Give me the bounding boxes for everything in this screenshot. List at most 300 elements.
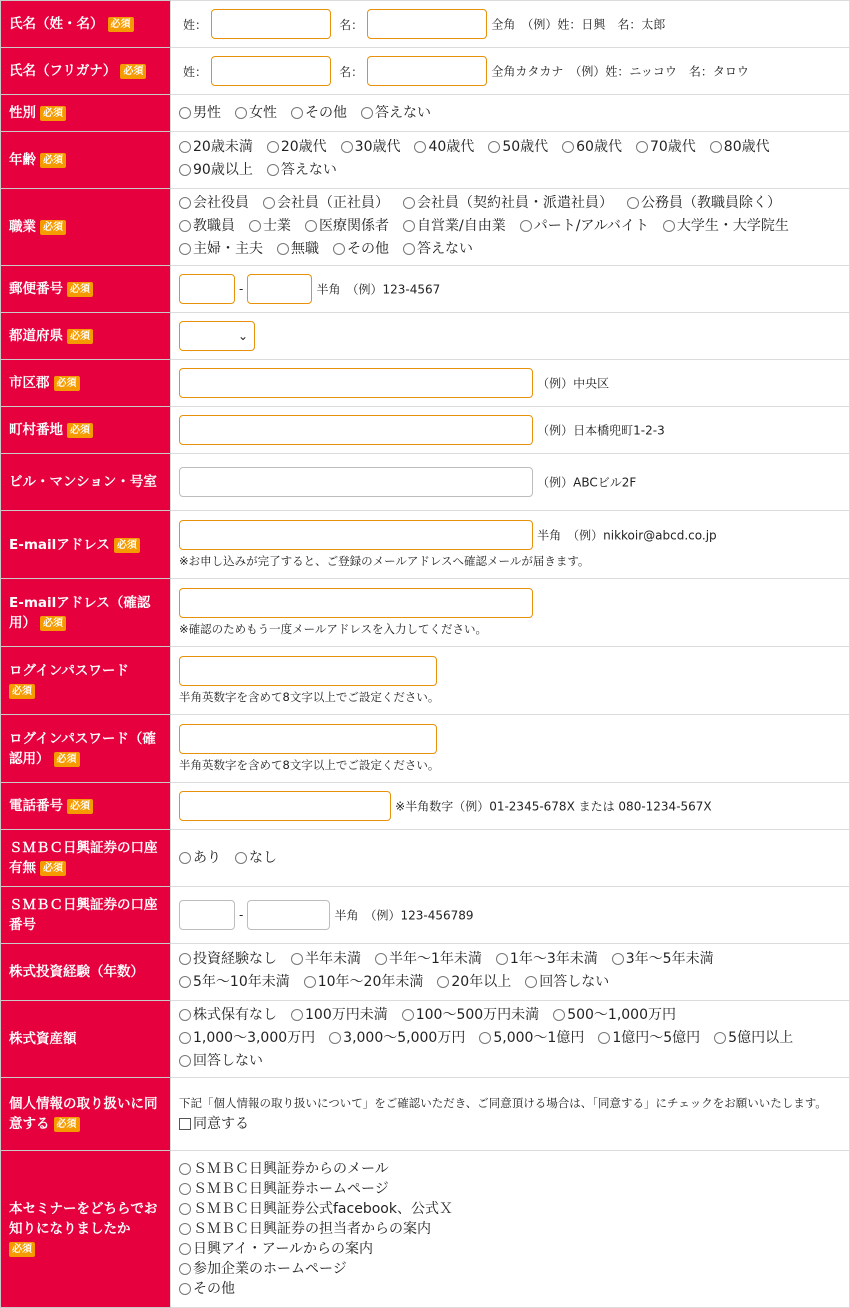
radio-option[interactable] bbox=[403, 216, 506, 236]
radio-option[interactable] bbox=[553, 1005, 676, 1025]
option-label: 答えない bbox=[375, 105, 431, 121]
radio-circle-icon bbox=[341, 141, 353, 153]
label-text: 年齢 bbox=[9, 152, 36, 168]
radio-circle-icon bbox=[329, 1032, 341, 1044]
option-label: 答えない bbox=[417, 240, 473, 257]
radio-circle-icon bbox=[179, 220, 191, 232]
radio-option[interactable] bbox=[636, 137, 696, 157]
account-branch-input[interactable] bbox=[179, 900, 235, 930]
option-label: 答えない bbox=[280, 162, 337, 178]
radio-option[interactable] bbox=[179, 848, 221, 868]
option-label: 5億円以上 bbox=[728, 1029, 794, 1046]
radio-option[interactable] bbox=[179, 1259, 841, 1279]
option-label: 会社員（正社員） bbox=[277, 194, 389, 211]
radio-circle-icon bbox=[488, 141, 500, 153]
required-badge: 必須 bbox=[9, 684, 35, 699]
radio-circle-icon bbox=[267, 141, 279, 153]
radio-option[interactable] bbox=[179, 137, 253, 157]
radio-circle-icon bbox=[598, 1032, 610, 1044]
row-value bbox=[171, 407, 850, 454]
option-label: ＳＭＢＣ日興証券ホームページ bbox=[193, 1181, 389, 1197]
help-text: 半角英数字を含めて8文字以上でご設定ください。 bbox=[179, 690, 440, 704]
radio-circle-icon bbox=[403, 197, 415, 209]
option-label: 20歳未満 bbox=[193, 139, 253, 155]
option-label: 参加企業のホームページ bbox=[193, 1261, 347, 1277]
last-name-kana-input[interactable] bbox=[211, 56, 331, 86]
radio-circle-icon bbox=[479, 1032, 491, 1044]
radio-option[interactable] bbox=[479, 1028, 584, 1048]
radio-option[interactable] bbox=[525, 972, 609, 992]
radio-option[interactable] bbox=[179, 160, 253, 180]
help-text: ※確認のためもう一度メールアドレスを入力してください。 bbox=[179, 622, 488, 636]
option-label: 回答しない bbox=[539, 974, 610, 990]
row-label bbox=[1, 407, 171, 454]
row-label bbox=[1, 715, 171, 783]
row-label bbox=[1, 95, 171, 132]
label-text: ビル・マンション・号室 bbox=[9, 474, 157, 490]
row-email bbox=[1, 511, 850, 579]
option-label: 3年～5年未満 bbox=[625, 951, 714, 967]
radio-option[interactable] bbox=[179, 949, 277, 969]
label-text: 電話番号 bbox=[9, 798, 63, 814]
radio-circle-icon bbox=[179, 1263, 191, 1275]
row-account-number bbox=[1, 887, 850, 944]
option-label: 無職 bbox=[291, 240, 319, 257]
address-input[interactable] bbox=[179, 415, 533, 445]
option-label: 男性 bbox=[193, 105, 221, 121]
prefecture-select[interactable] bbox=[179, 321, 255, 351]
option-label: その他 bbox=[305, 105, 347, 121]
account-number-input[interactable] bbox=[247, 900, 330, 930]
radio-option[interactable] bbox=[562, 137, 622, 157]
city-input[interactable] bbox=[179, 368, 533, 398]
required-badge: 必須 bbox=[40, 106, 66, 121]
row-town bbox=[1, 407, 850, 454]
radio-option[interactable] bbox=[179, 239, 263, 259]
radio-circle-icon bbox=[179, 243, 191, 255]
option-label: パート/アルバイト bbox=[533, 217, 649, 234]
option-label: 1年～3年未満 bbox=[509, 951, 598, 967]
radio-option[interactable] bbox=[179, 1199, 841, 1219]
option-label: 30歳代 bbox=[354, 139, 401, 155]
option-label: 士業 bbox=[263, 217, 291, 234]
hint-text: （例）日本橋兜町1-2-3 bbox=[537, 423, 665, 438]
option-label: 自営業/自由業 bbox=[417, 217, 506, 234]
row-value bbox=[171, 944, 850, 1001]
radio-circle-icon bbox=[333, 243, 345, 255]
label-text: 都道府県 bbox=[9, 328, 63, 344]
row-value bbox=[171, 132, 850, 189]
row-label bbox=[1, 830, 171, 887]
radio-option[interactable] bbox=[341, 137, 401, 157]
label-text: 市区郡 bbox=[9, 375, 50, 391]
radio-circle-icon bbox=[179, 141, 191, 153]
checkbox-icon bbox=[179, 1118, 191, 1130]
option-label: ＳＭＢＣ日興証券からのメール bbox=[193, 1161, 389, 1177]
row-label bbox=[1, 313, 171, 360]
radio-option[interactable] bbox=[414, 137, 474, 157]
zip-first-input[interactable] bbox=[179, 274, 235, 304]
radio-circle-icon bbox=[562, 141, 574, 153]
password-input[interactable] bbox=[179, 656, 437, 686]
radio-circle-icon bbox=[627, 197, 639, 209]
radio-option[interactable] bbox=[263, 193, 389, 213]
label-text: E-mailアドレス（確認用） bbox=[9, 594, 151, 631]
radio-circle-icon bbox=[179, 197, 191, 209]
radio-option[interactable] bbox=[437, 972, 511, 992]
radio-option[interactable] bbox=[179, 1159, 841, 1179]
required-badge: 必須 bbox=[67, 799, 93, 814]
radio-circle-icon bbox=[249, 220, 261, 232]
radio-option[interactable] bbox=[403, 193, 613, 213]
option-label: 80歳代 bbox=[723, 139, 770, 155]
radio-option[interactable] bbox=[291, 1005, 388, 1025]
hint-text: 全角 （例）姓：日興 名：太郎 bbox=[491, 17, 666, 32]
mei-label: 名： bbox=[339, 17, 364, 32]
radio-option[interactable] bbox=[179, 1179, 841, 1199]
radio-circle-icon bbox=[414, 141, 426, 153]
hint-text: 半角 （例）123-4567 bbox=[316, 282, 441, 297]
row-pref bbox=[1, 313, 850, 360]
row-label bbox=[1, 511, 171, 579]
label-text: 氏名（姓・名） bbox=[9, 16, 104, 32]
label-text: 町村番地 bbox=[9, 422, 63, 438]
row-value bbox=[171, 783, 850, 830]
row-value bbox=[171, 715, 850, 783]
option-label: 20年以上 bbox=[451, 974, 512, 990]
option-label: 70歳代 bbox=[649, 139, 696, 155]
help-text: ※お申し込みが完了すると、ご登録のメールアドレスへ確認メールが届きます。 bbox=[179, 554, 590, 568]
option-label: 3,000～5,000万円 bbox=[343, 1029, 466, 1046]
radio-option[interactable] bbox=[329, 1028, 465, 1048]
required-badge: 必須 bbox=[54, 376, 80, 391]
email-confirm-input[interactable] bbox=[179, 588, 533, 618]
row-value bbox=[171, 887, 850, 944]
required-badge: 必須 bbox=[9, 1242, 35, 1257]
required-badge: 必須 bbox=[40, 861, 66, 876]
radio-circle-icon bbox=[179, 1183, 191, 1195]
radio-option[interactable] bbox=[179, 1028, 315, 1048]
hint-text: 半角 （例）123-456789 bbox=[334, 908, 474, 923]
phone-input[interactable] bbox=[179, 791, 391, 821]
option-label: 50歳代 bbox=[502, 139, 549, 155]
radio-circle-icon bbox=[305, 220, 317, 232]
radio-option[interactable] bbox=[375, 949, 482, 969]
radio-option[interactable] bbox=[179, 972, 290, 992]
row-value bbox=[171, 360, 850, 407]
row-label bbox=[1, 647, 171, 715]
radio-circle-icon bbox=[612, 953, 624, 965]
help-text: 半角英数字を含めて8文字以上でご設定ください。 bbox=[179, 758, 440, 772]
required-badge: 必須 bbox=[108, 17, 134, 32]
row-value bbox=[171, 48, 850, 95]
option-label: 40歳代 bbox=[428, 139, 475, 155]
label-text: 本セミナーをどちらでお知りになりましたか bbox=[9, 1201, 158, 1237]
row-label bbox=[1, 132, 171, 189]
radio-option[interactable] bbox=[333, 239, 389, 259]
radio-circle-icon bbox=[291, 107, 303, 119]
row-label bbox=[1, 360, 171, 407]
radio-option[interactable] bbox=[291, 103, 347, 123]
radio-option[interactable] bbox=[277, 239, 319, 259]
label-text: 性別 bbox=[9, 105, 36, 121]
radio-circle-icon bbox=[663, 220, 675, 232]
row-value bbox=[171, 647, 850, 715]
radio-option[interactable] bbox=[403, 239, 473, 259]
sei-label: 姓： bbox=[183, 64, 208, 79]
radio-circle-icon bbox=[291, 1009, 303, 1021]
sei-label: 姓： bbox=[183, 17, 208, 32]
radio-option[interactable] bbox=[663, 216, 789, 236]
first-name-kana-input[interactable] bbox=[367, 56, 487, 86]
row-label bbox=[1, 887, 171, 944]
radio-circle-icon bbox=[179, 164, 191, 176]
radio-circle-icon bbox=[179, 107, 191, 119]
radio-option[interactable] bbox=[267, 137, 327, 157]
radio-circle-icon bbox=[179, 1009, 191, 1021]
radio-circle-icon bbox=[179, 953, 191, 965]
radio-option[interactable] bbox=[304, 972, 424, 992]
row-label bbox=[1, 1151, 171, 1308]
radio-circle-icon bbox=[235, 852, 247, 864]
option-label: 60歳代 bbox=[576, 139, 622, 155]
radio-circle-icon bbox=[179, 1223, 191, 1235]
row-kana bbox=[1, 48, 850, 95]
radio-circle-icon bbox=[496, 953, 508, 965]
label-text: E-mailアドレス bbox=[9, 536, 110, 553]
option-label: 主婦・主夫 bbox=[193, 240, 263, 257]
dash: - bbox=[239, 282, 244, 296]
option-label: その他 bbox=[193, 1281, 235, 1297]
row-account bbox=[1, 830, 850, 887]
radio-option[interactable] bbox=[305, 216, 389, 236]
option-label: 半年未満 bbox=[305, 951, 361, 967]
radio-circle-icon bbox=[525, 976, 537, 988]
radio-option[interactable] bbox=[598, 1028, 700, 1048]
row-label bbox=[1, 1001, 171, 1078]
hint-text: ※半角数字（例）01-2345-678X または 080-1234-567X bbox=[395, 799, 712, 814]
radio-option[interactable] bbox=[179, 216, 235, 236]
row-label bbox=[1, 1, 171, 48]
row-tel bbox=[1, 783, 850, 830]
row-experience bbox=[1, 944, 850, 1001]
row-value bbox=[171, 454, 850, 511]
radio-option[interactable] bbox=[612, 949, 714, 969]
row-value bbox=[171, 266, 850, 313]
radio-circle-icon bbox=[403, 243, 415, 255]
required-badge: 必須 bbox=[67, 423, 93, 438]
radio-circle-icon bbox=[179, 1055, 191, 1067]
hint-text: 全角カタカナ （例）姓：ニッコウ 名：タロウ bbox=[491, 64, 749, 79]
label-text: ＳＭＢＣ日興証券の口座有無 bbox=[9, 840, 158, 876]
option-label: 女性 bbox=[249, 105, 277, 121]
row-zip bbox=[1, 266, 850, 313]
row-source bbox=[1, 1151, 850, 1308]
row-value bbox=[171, 1, 850, 48]
radio-circle-icon bbox=[179, 976, 191, 988]
row-job bbox=[1, 189, 850, 266]
option-label: 100万円未満 bbox=[305, 1006, 388, 1023]
radio-option[interactable] bbox=[361, 103, 431, 123]
label-text: 氏名（フリガナ） bbox=[9, 63, 117, 79]
radio-option[interactable] bbox=[488, 137, 548, 157]
radio-circle-icon bbox=[710, 141, 722, 153]
row-value bbox=[171, 95, 850, 132]
row-label bbox=[1, 1078, 171, 1151]
radio-circle-icon bbox=[267, 164, 279, 176]
first-name-input[interactable] bbox=[367, 9, 487, 39]
radio-option[interactable] bbox=[496, 949, 598, 969]
radio-circle-icon bbox=[179, 1163, 191, 1175]
option-label: 5,000～1億円 bbox=[493, 1029, 585, 1046]
option-label: ＳＭＢＣ日興証券の担当者からの案内 bbox=[193, 1221, 431, 1237]
row-value bbox=[171, 579, 850, 647]
option-label: 回答しない bbox=[193, 1052, 263, 1069]
radio-option[interactable] bbox=[267, 160, 337, 180]
label-text: 株式投資経験（年数） bbox=[9, 964, 144, 980]
radio-option[interactable] bbox=[714, 1028, 793, 1048]
radio-circle-icon bbox=[375, 953, 387, 965]
option-label: 1億円～5億円 bbox=[612, 1029, 701, 1046]
radio-option[interactable] bbox=[179, 103, 221, 123]
label-text: 株式資産額 bbox=[9, 1031, 77, 1047]
option-label: 教職員 bbox=[193, 217, 235, 234]
required-badge: 必須 bbox=[114, 538, 140, 553]
radio-circle-icon bbox=[403, 220, 415, 232]
option-label: 大学生・大学院生 bbox=[676, 217, 789, 234]
option-label: 90歳以上 bbox=[193, 162, 253, 178]
row-password bbox=[1, 647, 850, 715]
row-value bbox=[171, 511, 850, 579]
radio-circle-icon bbox=[361, 107, 373, 119]
radio-option[interactable] bbox=[179, 1219, 841, 1239]
radio-circle-icon bbox=[179, 1283, 191, 1295]
hint-text: 半角 （例）nikkoir@abcd.co.jp bbox=[537, 528, 717, 543]
required-badge: 必須 bbox=[40, 220, 66, 235]
option-label: ＳＭＢＣ日興証券公式facebook、公式Ｘ bbox=[193, 1201, 453, 1217]
row-privacy bbox=[1, 1078, 850, 1151]
radio-circle-icon bbox=[179, 1032, 191, 1044]
last-name-input[interactable] bbox=[211, 9, 331, 39]
row-gender bbox=[1, 95, 850, 132]
radio-option[interactable] bbox=[179, 1051, 263, 1071]
option-label: その他 bbox=[347, 240, 389, 257]
row-label bbox=[1, 454, 171, 511]
option-label: 公務員（教職員除く） bbox=[641, 194, 781, 211]
radio-option[interactable] bbox=[179, 1279, 841, 1299]
radio-option[interactable] bbox=[402, 1005, 539, 1025]
agree-checkbox[interactable] bbox=[179, 1114, 249, 1134]
radio-option[interactable] bbox=[179, 1239, 841, 1259]
password-confirm-input[interactable] bbox=[179, 724, 437, 754]
option-label: 株式保有なし bbox=[193, 1006, 277, 1023]
radio-circle-icon bbox=[402, 1009, 414, 1021]
option-label: 投資経験なし bbox=[193, 951, 277, 967]
row-label bbox=[1, 266, 171, 313]
radio-option[interactable] bbox=[235, 103, 277, 123]
option-label: 会社員（契約社員・派遣社員） bbox=[417, 194, 613, 211]
row-value bbox=[171, 313, 850, 360]
row-email-confirm bbox=[1, 579, 850, 647]
radio-circle-icon bbox=[553, 1009, 565, 1021]
radio-option[interactable] bbox=[627, 193, 781, 213]
row-label bbox=[1, 944, 171, 1001]
radio-option[interactable] bbox=[249, 216, 291, 236]
row-label bbox=[1, 579, 171, 647]
option-label: 500～1,000万円 bbox=[567, 1006, 676, 1023]
radio-circle-icon bbox=[235, 107, 247, 119]
radio-circle-icon bbox=[520, 220, 532, 232]
radio-option[interactable] bbox=[179, 193, 249, 213]
radio-circle-icon bbox=[291, 953, 303, 965]
building-input[interactable] bbox=[179, 467, 533, 497]
radio-circle-icon bbox=[179, 1243, 191, 1255]
option-label: 100～500万円未満 bbox=[415, 1006, 540, 1023]
row-password-confirm bbox=[1, 715, 850, 783]
hint-text: （例）ABCビル2F bbox=[537, 475, 637, 490]
chevron-down-icon: ⌄ bbox=[237, 329, 248, 343]
checkbox-label: 同意する bbox=[193, 1115, 249, 1132]
email-input[interactable] bbox=[179, 520, 533, 550]
required-badge: 必須 bbox=[54, 1117, 80, 1132]
dash: - bbox=[239, 908, 244, 922]
radio-option[interactable] bbox=[179, 1005, 277, 1025]
row-city bbox=[1, 360, 850, 407]
row-label bbox=[1, 48, 171, 95]
label-text: ログインパスワード（確認用） bbox=[9, 730, 156, 767]
label-text: 職業 bbox=[9, 219, 36, 235]
radio-circle-icon bbox=[636, 141, 648, 153]
radio-circle-icon bbox=[437, 976, 449, 988]
privacy-text: 下記「個人情報の取り扱いについて」をご確認いただき、ご同意頂ける場合は、「同意する」にチェックをお願いいたします。 bbox=[179, 1095, 827, 1110]
required-badge: 必須 bbox=[67, 282, 93, 297]
hint-text: （例）中央区 bbox=[537, 376, 610, 391]
row-value bbox=[171, 1151, 850, 1308]
zip-second-input[interactable] bbox=[247, 274, 312, 304]
radio-circle-icon bbox=[714, 1032, 726, 1044]
required-badge: 必須 bbox=[40, 616, 66, 631]
radio-circle-icon bbox=[179, 1203, 191, 1215]
radio-option[interactable] bbox=[710, 137, 770, 157]
row-value bbox=[171, 830, 850, 887]
radio-circle-icon bbox=[277, 243, 289, 255]
required-badge: 必須 bbox=[40, 153, 66, 168]
radio-circle-icon bbox=[263, 197, 275, 209]
radio-option[interactable] bbox=[291, 949, 361, 969]
option-label: 会社役員 bbox=[193, 194, 249, 211]
option-label: 日興アイ・アールからの案内 bbox=[193, 1241, 374, 1257]
required-badge: 必須 bbox=[120, 64, 146, 79]
row-value bbox=[171, 189, 850, 266]
row-value bbox=[171, 1001, 850, 1078]
label-text: ログインパスワード bbox=[9, 662, 129, 679]
option-label: なし bbox=[249, 850, 277, 866]
row-assets bbox=[1, 1001, 850, 1078]
label-text: ＳＭＢＣ日興証券の口座番号 bbox=[9, 897, 158, 933]
row-label bbox=[1, 783, 171, 830]
label-text: 個人情報の取り扱いに同意する bbox=[9, 1096, 158, 1132]
radio-option[interactable] bbox=[520, 216, 649, 236]
option-label: 5年～10年未満 bbox=[193, 974, 290, 990]
option-label: あり bbox=[193, 850, 221, 866]
mei-label: 名： bbox=[339, 64, 364, 79]
row-value bbox=[171, 1078, 850, 1151]
option-label: 医療関係者 bbox=[319, 217, 389, 234]
radio-circle-icon bbox=[304, 976, 316, 988]
row-name bbox=[1, 1, 850, 48]
radio-option[interactable] bbox=[235, 848, 277, 868]
row-age bbox=[1, 132, 850, 189]
